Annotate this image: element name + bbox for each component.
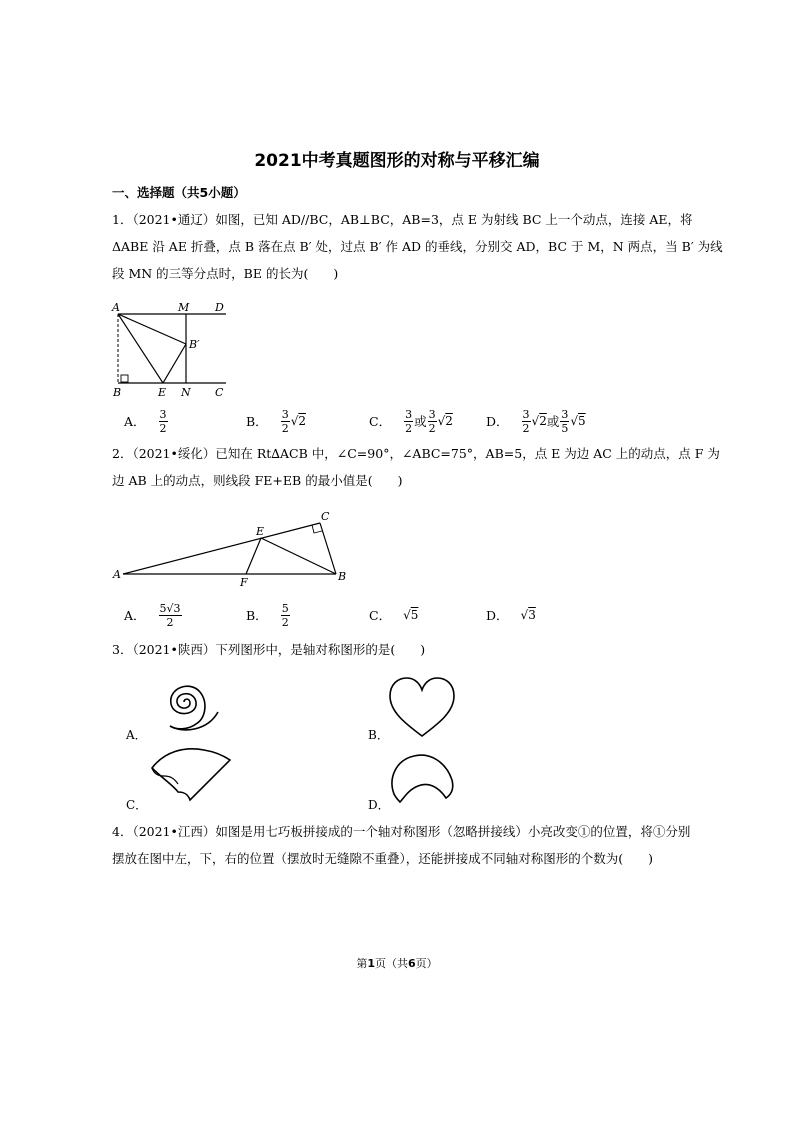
q1-option-a[interactable]: A． $\frac{3}{2}$ — [124, 407, 167, 435]
fig1-label-n: N — [181, 386, 191, 399]
question-1-line-2: ΔABE 沿 AE 折叠，点 B 落在点 B′ 处，过点 B′ 作 AD 的垂线，分别交 AD，BC 于 M，N 两点，当 B′ 为线 — [112, 239, 723, 254]
question-4-line-1: 4．（2021•江西）如图是用七巧板拼接成的一个轴对称图形（忽略拼接线）小亮改变①的位置，将①分别 — [112, 824, 691, 839]
fig2-label-f: F — [240, 576, 248, 589]
question-2-line-1: 2．（2021•绥化）已知在 Rt∆ACB 中，∠C=90°，∠ABC=75°，AB=5，点 E 为边 AC 上的动点，点 F 为 — [112, 446, 720, 461]
page-footer: 第1页（共6页） — [356, 957, 438, 970]
fig1-label-c: C — [215, 386, 224, 399]
question-4-line-2: 摆放在图中左，下，右的位置（摆放时无缝隙不重叠），还能拼接成不同轴对称图形的个数为( ) — [112, 851, 654, 866]
q3-option-a[interactable]: A． — [126, 728, 147, 742]
q3-fan-figure — [144, 742, 234, 804]
footer-total-pages: 6 — [408, 957, 416, 970]
document-title: 2021中考真题图形的对称与平移汇编 — [254, 151, 540, 171]
q3-option-b[interactable]: B． — [368, 728, 389, 742]
fig2-label-b: B — [338, 570, 347, 583]
q3-option-c[interactable]: C． — [126, 798, 148, 812]
section-heading: 一、选择题（共5小题） — [112, 185, 246, 200]
fig1-label-bprime: B′ — [189, 338, 200, 351]
q2-option-a[interactable]: A． $\frac{5√3}{2}$ — [124, 601, 181, 629]
q3-crescent-figure — [384, 748, 460, 806]
question-2-options — [124, 598, 684, 632]
question-1-line-1: 1．（2021•通辽）如图，已知 AD//BC，AB⊥BC，AB=3，点 E 为射线 BC 上一个动点，连接 AE，将 — [112, 212, 693, 227]
footer-page-number: 1 — [367, 957, 375, 970]
question-2 — [112, 440, 720, 494]
q1-option-b[interactable]: B． $\frac{3}{2}$ √2 — [246, 407, 306, 435]
question-3 — [112, 636, 682, 663]
fig1-label-b: B — [113, 386, 122, 399]
q2-option-c[interactable]: C． √5 — [369, 608, 419, 623]
fig2-label-a: A — [113, 568, 121, 581]
question-2-line-2: 边 AB 上的动点，则线段 FE+EB 的最小值是( ) — [112, 473, 403, 488]
question-3-line-1: 3．（2021•陕西）下列图形中，是轴对称图形的是( ) — [112, 642, 426, 657]
question-2-figure — [108, 508, 348, 592]
question-1 — [112, 206, 723, 287]
q2-option-b[interactable]: B． $\frac{5}{2}$ — [246, 601, 289, 629]
q1-option-d[interactable]: D． $\frac{3}{2}$ √2 或 $\frac{3}{5}$ √5 — [486, 407, 586, 435]
fig1-label-e: E — [158, 386, 167, 399]
fig2-label-e: E — [256, 525, 265, 538]
q3-option-d[interactable]: D． — [368, 798, 390, 812]
question-1-line-3: 段 MN 的三等分点时，BE 的长为( ) — [112, 266, 339, 281]
q1-option-c[interactable]: C． $\frac{3}{2}$ 或 $\frac{3}{2}$ √2 — [369, 407, 453, 435]
fig1-label-a: A — [112, 301, 120, 314]
question-1-figure — [108, 298, 238, 400]
question-4 — [112, 818, 691, 872]
fig2-label-c: C — [321, 510, 330, 523]
fig1-label-m: M — [178, 301, 190, 314]
question-1-options — [124, 404, 684, 438]
q2-option-d[interactable]: D． √3 — [486, 608, 536, 623]
q3-heart-figure — [384, 674, 460, 740]
q3-spiral-figure — [144, 668, 224, 736]
fig1-label-d: D — [215, 301, 224, 314]
